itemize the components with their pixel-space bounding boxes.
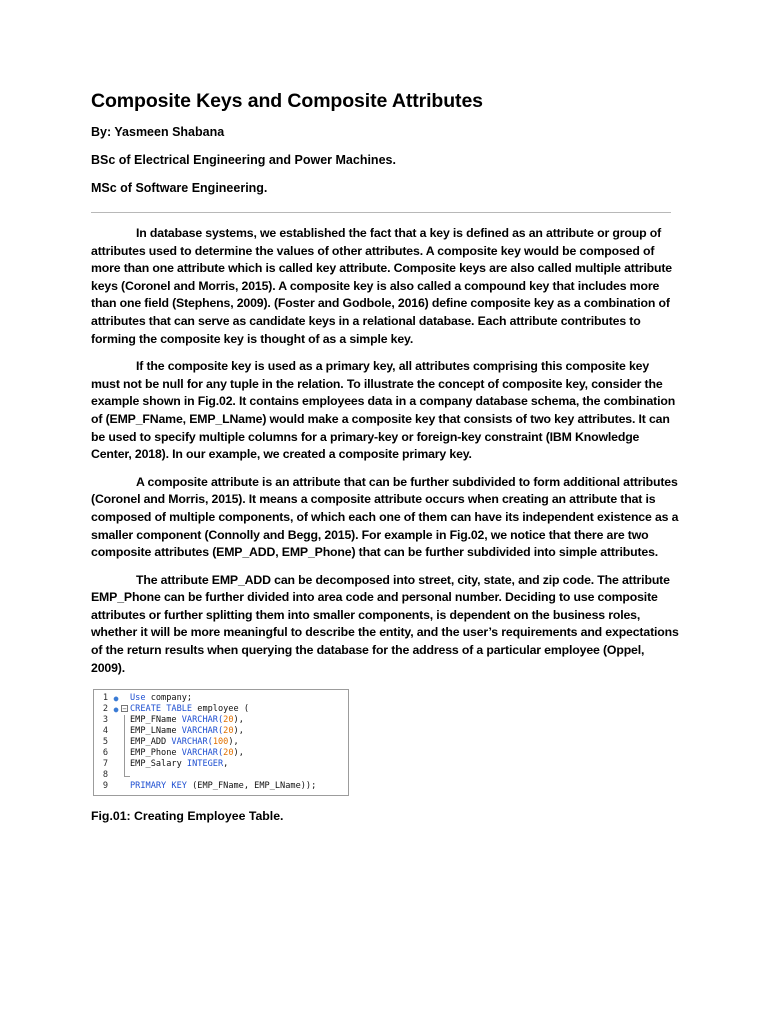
code-text: ), bbox=[228, 737, 239, 748]
document-page bbox=[91, 88, 679, 824]
code-type: INTEGER bbox=[186, 759, 224, 770]
line-number: 5 bbox=[102, 737, 108, 748]
divider bbox=[91, 212, 671, 213]
code-text: ), bbox=[233, 715, 244, 726]
degree-line-2: MSc of Software Engineering. bbox=[91, 181, 268, 195]
paragraph-3: A composite attribute is an attribute that can be further subdivided to form additional attributes (Coronel and Morris, 2015). It means a composite attribute occurs when creating an attribute that is composed of multiple components, of which each one of them can have its independent existence as a smaller component (Connolly and Begg, 2015). For example in Fig.02, we notice that there are two composite attributes (EMP_ADD, EMP_Phone) that can be further subdivided into simple attributes. bbox=[91, 474, 679, 560]
code-screenshot bbox=[93, 689, 349, 796]
code-keyword: Use bbox=[130, 693, 146, 704]
fold-line bbox=[120, 748, 130, 759]
code-number: 100 bbox=[212, 737, 229, 748]
code-line bbox=[94, 737, 348, 748]
collapse-icon: − bbox=[122, 705, 127, 714]
code-text: company; bbox=[145, 693, 193, 704]
code-text: ), bbox=[233, 748, 244, 759]
code-text: EMP_FName bbox=[130, 715, 182, 726]
figure-caption: Fig.01: Creating Employee Table. bbox=[91, 809, 284, 824]
code-text: ), bbox=[233, 726, 244, 737]
code-type: VARCHAR( bbox=[181, 715, 224, 726]
degree-line-1: BSc of Electrical Engineering and Power Machines. bbox=[91, 153, 396, 167]
author-line: By: Yasmeen Shabana bbox=[91, 125, 225, 139]
code-type: VARCHAR( bbox=[181, 726, 224, 737]
code-type: VARCHAR( bbox=[181, 748, 224, 759]
code-line bbox=[94, 770, 348, 781]
code-keyword: CREATE TABLE bbox=[130, 704, 193, 715]
code-line bbox=[94, 781, 348, 792]
code-text: EMP_Phone bbox=[130, 748, 182, 759]
code-text: EMP_LName bbox=[130, 726, 182, 737]
code-line bbox=[94, 715, 348, 726]
code-line bbox=[94, 704, 348, 715]
code-text: EMP_Salary bbox=[130, 759, 187, 770]
line-number: 4 bbox=[102, 726, 108, 737]
line-number: 2 bbox=[102, 704, 108, 715]
code-keyword: PRIMARY KEY bbox=[130, 781, 187, 792]
code-line bbox=[94, 759, 348, 770]
line-number: 6 bbox=[102, 748, 108, 759]
code-text: employee ( bbox=[192, 704, 250, 715]
breakpoint-dot-icon: ● bbox=[113, 694, 119, 704]
fold-line bbox=[120, 715, 130, 726]
fold-end bbox=[120, 770, 130, 781]
line-number: 1 bbox=[102, 693, 108, 704]
code-line bbox=[94, 748, 348, 759]
code-number: 20 bbox=[223, 748, 234, 759]
fold-line bbox=[120, 726, 130, 737]
paragraph-4: The attribute EMP_ADD can be decomposed into street, city, state, and zip code. The attribute EMP_Phone can be further divided into area code and personal number. Deciding to use composite attributes or further splitting them into smaller components, is dependent on the business roles, whether it will be more meaningful to describe the entity, and the user’s requirements and expectations of the return results when querying the database for the address of a particular employee (Oppel, 2009). bbox=[91, 572, 679, 675]
code-line bbox=[94, 726, 348, 737]
breakpoint-dot-icon: ● bbox=[113, 705, 119, 715]
paragraph-1: In database systems, we established the fact that a key is defined as an attribute or group of attributes used to determine the values of other attributes. A composite key would be composed of more than one attribute which is called key attribute. Composite keys are also called multiple attribute keys (Coronel and Morris, 2015). A composite key is also called a compound key that includes more than one field (Stephens, 2009). (Foster and Godbole, 2016) define composite key as a combination of attributes that can serve as candidate keys in a relational database. Each attribute contributes to forming the composite key is thought of as a simple key. bbox=[91, 226, 672, 346]
line-number: 9 bbox=[102, 781, 108, 792]
code-number: 20 bbox=[223, 726, 234, 737]
line-number: 7 bbox=[102, 759, 108, 770]
fold-line bbox=[120, 737, 130, 748]
fold-spacer bbox=[120, 693, 130, 704]
code-text: EMP_ADD bbox=[130, 737, 172, 748]
code-text: (EMP_FName, EMP_LName)); bbox=[186, 781, 317, 792]
code-line bbox=[94, 693, 348, 704]
document-title: Composite Keys and Composite Attributes bbox=[91, 90, 483, 112]
fold-line bbox=[120, 759, 130, 770]
line-number: 8 bbox=[102, 770, 108, 781]
code-number: 20 bbox=[223, 715, 234, 726]
code-type: VARCHAR( bbox=[171, 737, 213, 748]
line-number: 3 bbox=[102, 715, 108, 726]
paragraph-2: If the composite key is used as a primary key, all attributes comprising this composite key must not be null for any tuple in the relation. To illustrate the concept of composite key, consider the example shown in Fig.02. It contains employees data in a company database schema, the combination of (EMP_FName, EMP_LName) would make a composite key that consists of two key attributes. It can be used to specify multiple columns for a primary-key or foreign-key constraint (IBM Knowledge Center, 2018). In our example, we created a composite primary key. bbox=[91, 359, 676, 462]
code-text: , bbox=[223, 759, 229, 770]
